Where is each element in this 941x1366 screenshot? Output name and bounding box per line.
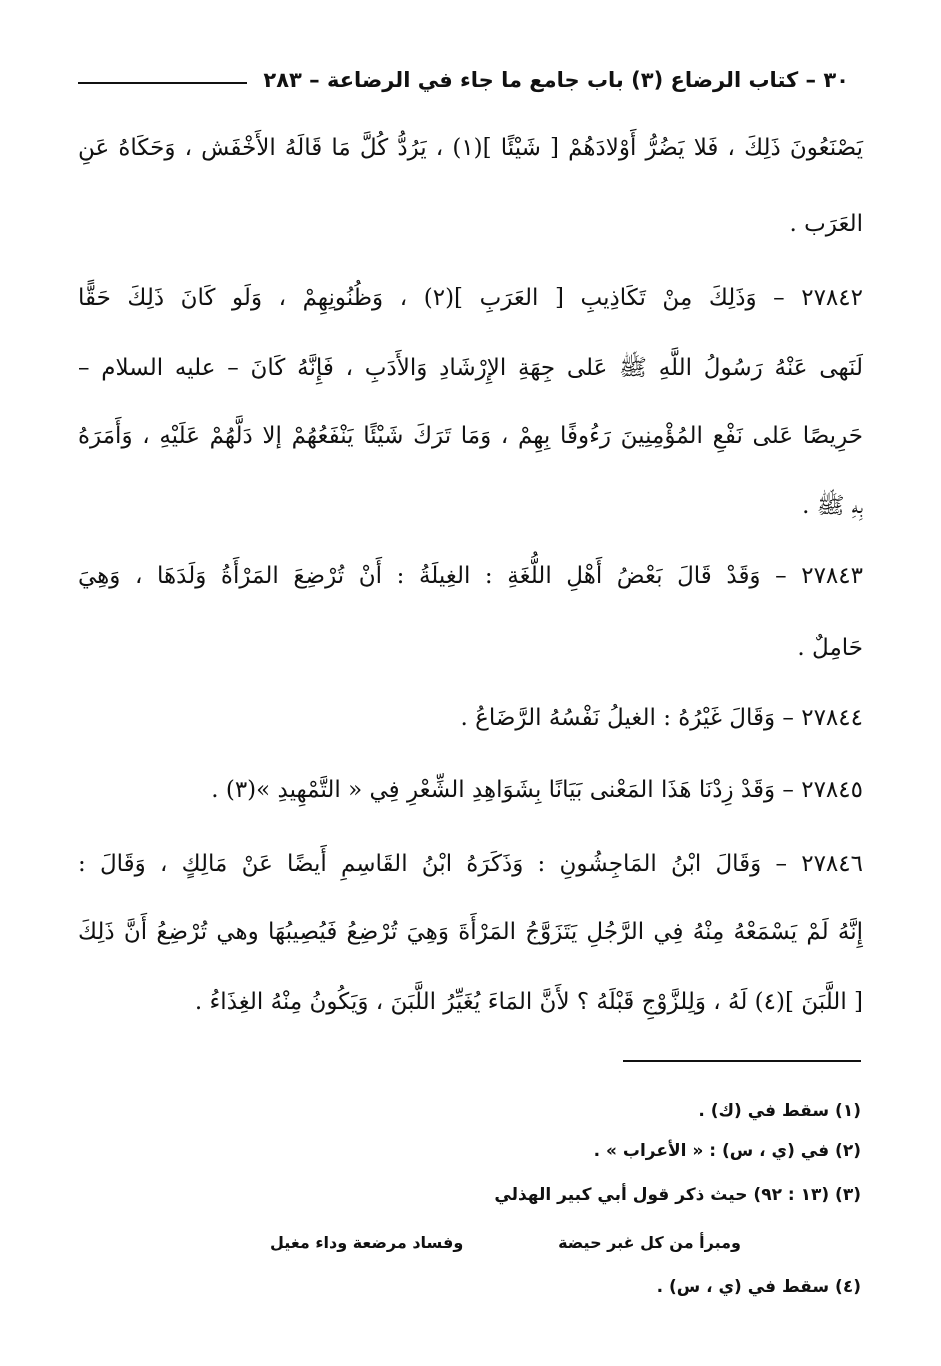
body-line: العَرَب . [789, 211, 863, 237]
body-line: بِهِ ﷺ . [802, 493, 863, 519]
body-line: حَامِلٌ . [797, 635, 863, 661]
body-line: لَنَهى عَنْهُ رَسُولُ اللَّهِ ﷺ عَلى جِهَةِ الإِرْشَادِ وَالأَدَبِ ، فَإِنَّهُ كَانَ – عليه السلام – [78, 355, 863, 381]
header-title: ٣٠ – كتاب الرضاع (٣) باب جامع ما جاء في الرضاعة – ٢٨٣ [263, 68, 849, 92]
body-line: حَرِيصًا عَلى نَفْعِ المُؤْمِنِينَ رَءُوفًا بِهِمْ ، وَمَا تَرَكَ شَيْئًا يَنْفَعُهُمْ إلا دَلَّهُمْ عَلَيْهِ ، وَأَمَرَهُ [78, 423, 863, 449]
body-line: إِنَّهُ لَمْ يَسْمَعْهُ مِنْهُ فِي الرَّجُلِ يَتَزَوَّجُ المَرْأَةَ وَهِيَ تُرْضِعُ فَيُصِيبُهَا وهي تُرْضِعُ أَنَّ ذَلِكَ [78, 919, 863, 945]
paragraph-27844: ٢٧٨٤٤ – وَقَالَ غَيْرُهُ : الغيلُ نَفْسُهُ الرَّضَاعُ . [460, 705, 863, 731]
footnote-3: (٣) (١٣ : ٩٢) حيث ذكر قول أبي كبير الهذلي [494, 1185, 861, 1205]
body-line: [ اللَّبَنَ ](٤) لَهُ ، وَلِلزَّوْجِ قَبْلَهُ ؟ لأَنَّ المَاءَ يُغَيِّرُ اللَّبَنَ ، وَيَكُونُ مِنْهُ الغِذَاءُ . [194, 989, 863, 1015]
poetry-verse [270, 1228, 741, 1258]
footnote-1: (١) سقط في (ك) . [698, 1101, 861, 1121]
paragraph-27846: ٢٧٨٤٦ – وَقَالَ ابْنُ المَاجِشُونِ : وَذَكَرَهُ ابْنُ القَاسِمِ أَيضًا عَنْ مَالِكٍ ، وَقَالَ : [78, 851, 863, 877]
footnote-4: (٤) سقط في (ي ، س) . [656, 1277, 861, 1297]
footnote-2: (٢) في (ي ، س) : « الأعراب » . [593, 1141, 861, 1161]
verse-second-hemistich: وفساد مرضعة وداء مغيل [270, 1233, 464, 1252]
body-line: يَصْنَعُونَ ذَلِكَ ، فَلا يَضُرُّ أَوْلادَهُمْ [ شَيْئًا ](١) ، يَرُدُّ كُلَّ مَا قَالَهُ الأَخْفَش ، وَحَكَاهُ عَنِ [78, 135, 863, 161]
running-header [78, 52, 849, 92]
paragraph-27845: ٢٧٨٤٥ – وَقَدْ زِدْنَا هَذَا المَعْنى بَيَانًا بِشَوَاهِدِ الشِّعْرِ فِي « التَّمْهِيدِ »(٣) . [211, 777, 863, 803]
header-rule [78, 82, 247, 84]
footnote-separator [623, 1060, 861, 1062]
paragraph-27842: ٢٧٨٤٢ – وَذَلِكَ مِنْ تَكَاذِيبِ [ العَرَبِ ](٢) ، وَظُنُونِهِمْ ، وَلَو كَانَ ذَلِكَ حَقًّا [78, 285, 863, 311]
verse-first-hemistich: ومبرأ من كل غبر حيضة [558, 1233, 741, 1252]
paragraph-27843: ٢٧٨٤٣ – وَقَدْ قَالَ بَعْضُ أَهْلِ اللُّغَةِ : الغِيلَةُ : أَنْ تُرْضِعَ المَرْأَةُ وَلَدَهَا ، وَهِيَ [78, 563, 863, 589]
